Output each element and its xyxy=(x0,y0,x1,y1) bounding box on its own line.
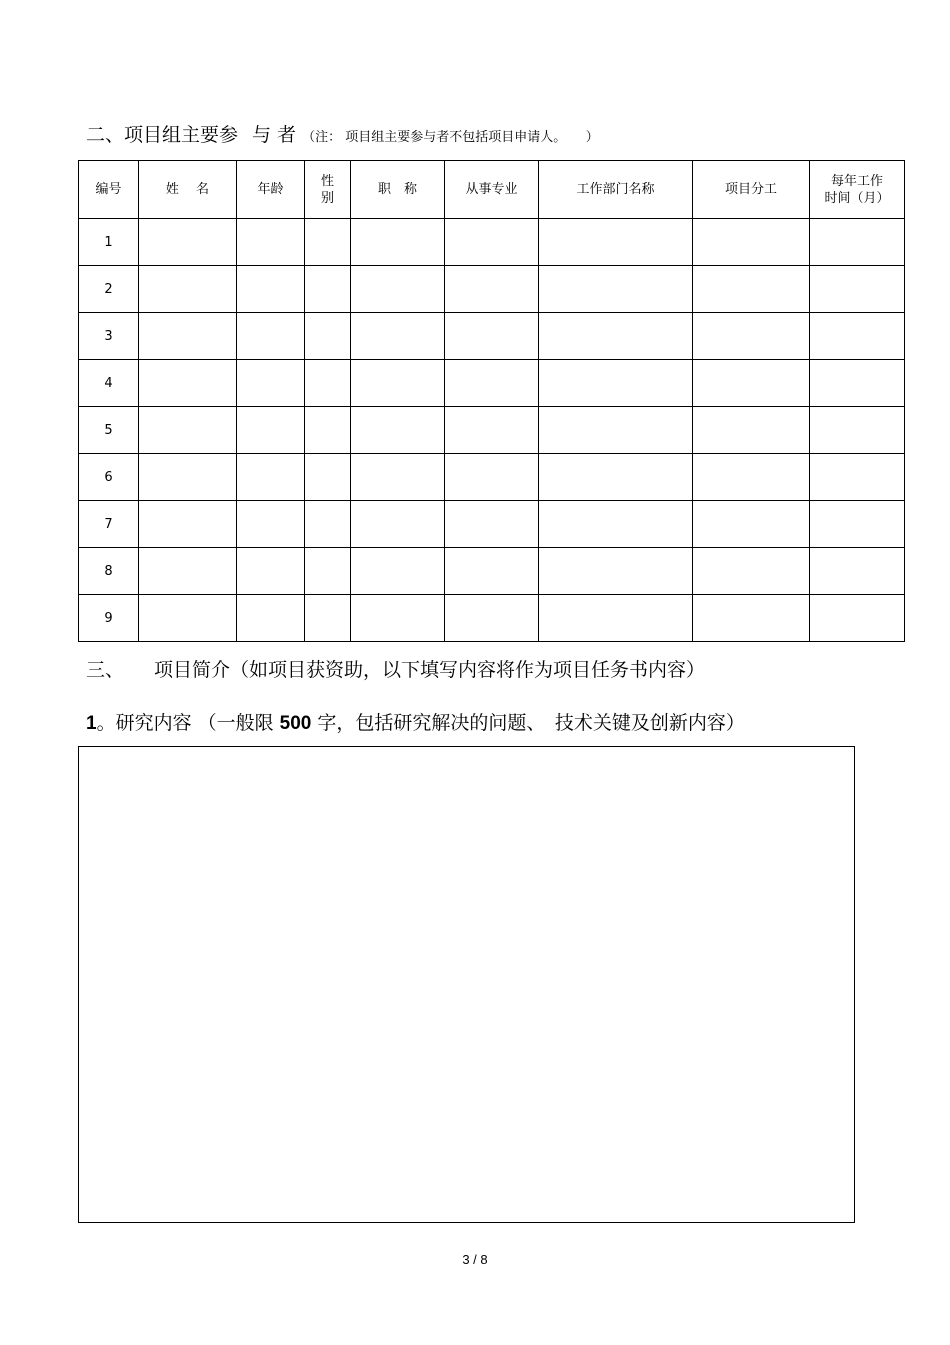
section-3-title xyxy=(86,655,705,682)
title-cell[interactable] xyxy=(351,219,445,266)
name-cell[interactable] xyxy=(139,548,237,595)
months-cell[interactable] xyxy=(810,407,905,454)
title-cell[interactable] xyxy=(351,313,445,360)
table-row xyxy=(79,219,905,266)
name-cell[interactable] xyxy=(139,313,237,360)
department-cell[interactable] xyxy=(539,595,693,642)
item-1-heading: 1。研究内容 （一般限 500 字，包括研究解决的问题、 技术关键及创新内容） xyxy=(86,712,745,734)
row-number: 3 xyxy=(79,313,139,360)
months-cell[interactable] xyxy=(810,360,905,407)
row-number: 4 xyxy=(79,360,139,407)
name-cell[interactable] xyxy=(139,407,237,454)
members-table xyxy=(78,160,905,642)
age-cell[interactable] xyxy=(237,219,305,266)
specialty-cell[interactable] xyxy=(445,407,539,454)
gender-cell[interactable] xyxy=(305,501,351,548)
department-cell[interactable] xyxy=(539,313,693,360)
section-2-title xyxy=(86,120,599,147)
age-cell[interactable] xyxy=(237,407,305,454)
name-cell[interactable] xyxy=(139,219,237,266)
title-cell[interactable] xyxy=(351,595,445,642)
specialty-cell[interactable] xyxy=(445,548,539,595)
specialty-cell[interactable] xyxy=(445,219,539,266)
name-cell[interactable] xyxy=(139,501,237,548)
header-months: 每年工作 时间（月） xyxy=(810,161,905,219)
name-cell[interactable] xyxy=(139,454,237,501)
research-content-box[interactable] xyxy=(78,746,855,1223)
specialty-cell[interactable] xyxy=(445,360,539,407)
row-number: 6 xyxy=(79,454,139,501)
age-cell[interactable] xyxy=(237,595,305,642)
age-cell[interactable] xyxy=(237,360,305,407)
department-cell[interactable] xyxy=(539,501,693,548)
gender-cell[interactable] xyxy=(305,219,351,266)
title-cell[interactable] xyxy=(351,454,445,501)
item-1-limit: 500 xyxy=(279,713,312,734)
department-cell[interactable] xyxy=(539,454,693,501)
section-2-note: （注： 项目组主要参与者不包括项目申请人。 ） xyxy=(302,130,599,145)
name-cell[interactable] xyxy=(139,266,237,313)
age-cell[interactable] xyxy=(237,501,305,548)
header-number: 编号 xyxy=(79,161,139,219)
header-title: 职 称 xyxy=(351,161,445,219)
gender-cell[interactable] xyxy=(305,266,351,313)
table-header-row xyxy=(79,161,905,219)
header-specialty: 从事专业 xyxy=(445,161,539,219)
table-row xyxy=(79,407,905,454)
gender-cell[interactable] xyxy=(305,595,351,642)
header-role: 项目分工 xyxy=(693,161,810,219)
header-gender: 性 别 xyxy=(305,161,351,219)
table-row xyxy=(79,548,905,595)
role-cell[interactable] xyxy=(693,266,810,313)
header-department: 工作部门名称 xyxy=(539,161,693,219)
item-1-number: 1 xyxy=(86,713,97,734)
table-row xyxy=(79,454,905,501)
specialty-cell[interactable] xyxy=(445,501,539,548)
title-cell[interactable] xyxy=(351,266,445,313)
department-cell[interactable] xyxy=(539,266,693,313)
specialty-cell[interactable] xyxy=(445,454,539,501)
months-cell[interactable] xyxy=(810,501,905,548)
role-cell[interactable] xyxy=(693,454,810,501)
role-cell[interactable] xyxy=(693,548,810,595)
months-cell[interactable] xyxy=(810,548,905,595)
title-cell[interactable] xyxy=(351,548,445,595)
table-row xyxy=(79,266,905,313)
age-cell[interactable] xyxy=(237,313,305,360)
months-cell[interactable] xyxy=(810,219,905,266)
table-row xyxy=(79,360,905,407)
months-cell[interactable] xyxy=(810,313,905,360)
department-cell[interactable] xyxy=(539,548,693,595)
specialty-cell[interactable] xyxy=(445,595,539,642)
row-number: 5 xyxy=(79,407,139,454)
header-name: 姓 名 xyxy=(139,161,237,219)
role-cell[interactable] xyxy=(693,501,810,548)
gender-cell[interactable] xyxy=(305,360,351,407)
row-number: 8 xyxy=(79,548,139,595)
title-cell[interactable] xyxy=(351,360,445,407)
role-cell[interactable] xyxy=(693,595,810,642)
table-row xyxy=(79,595,905,642)
header-age: 年龄 xyxy=(237,161,305,219)
name-cell[interactable] xyxy=(139,595,237,642)
months-cell[interactable] xyxy=(810,266,905,313)
age-cell[interactable] xyxy=(237,266,305,313)
name-cell[interactable] xyxy=(139,360,237,407)
title-cell[interactable] xyxy=(351,501,445,548)
role-cell[interactable] xyxy=(693,360,810,407)
page-number: 3 / 8 xyxy=(462,1252,488,1267)
role-cell[interactable] xyxy=(693,219,810,266)
table-row xyxy=(79,501,905,548)
months-cell[interactable] xyxy=(810,454,905,501)
section-3-text: 项目简介（如项目获资助，以下填写内容将作为项目任务书内容） xyxy=(154,659,706,681)
row-number: 7 xyxy=(79,501,139,548)
gender-cell[interactable] xyxy=(305,313,351,360)
gender-cell[interactable] xyxy=(305,454,351,501)
role-cell[interactable] xyxy=(693,407,810,454)
row-number: 2 xyxy=(79,266,139,313)
specialty-cell[interactable] xyxy=(445,313,539,360)
department-cell[interactable] xyxy=(539,407,693,454)
table-row xyxy=(79,313,905,360)
section-2-title-b: 与 者 xyxy=(252,124,297,146)
title-cell[interactable] xyxy=(351,407,445,454)
gender-cell[interactable] xyxy=(305,548,351,595)
section-3-prefix: 三、 xyxy=(86,659,125,681)
specialty-cell[interactable] xyxy=(445,266,539,313)
role-cell[interactable] xyxy=(693,313,810,360)
months-cell[interactable] xyxy=(810,595,905,642)
age-cell[interactable] xyxy=(237,548,305,595)
section-2-title-a: 二、项目组主要参 xyxy=(86,124,239,146)
row-number: 9 xyxy=(79,595,139,642)
gender-cell[interactable] xyxy=(305,407,351,454)
department-cell[interactable] xyxy=(539,219,693,266)
department-cell[interactable] xyxy=(539,360,693,407)
age-cell[interactable] xyxy=(237,454,305,501)
row-number: 1 xyxy=(79,219,139,266)
